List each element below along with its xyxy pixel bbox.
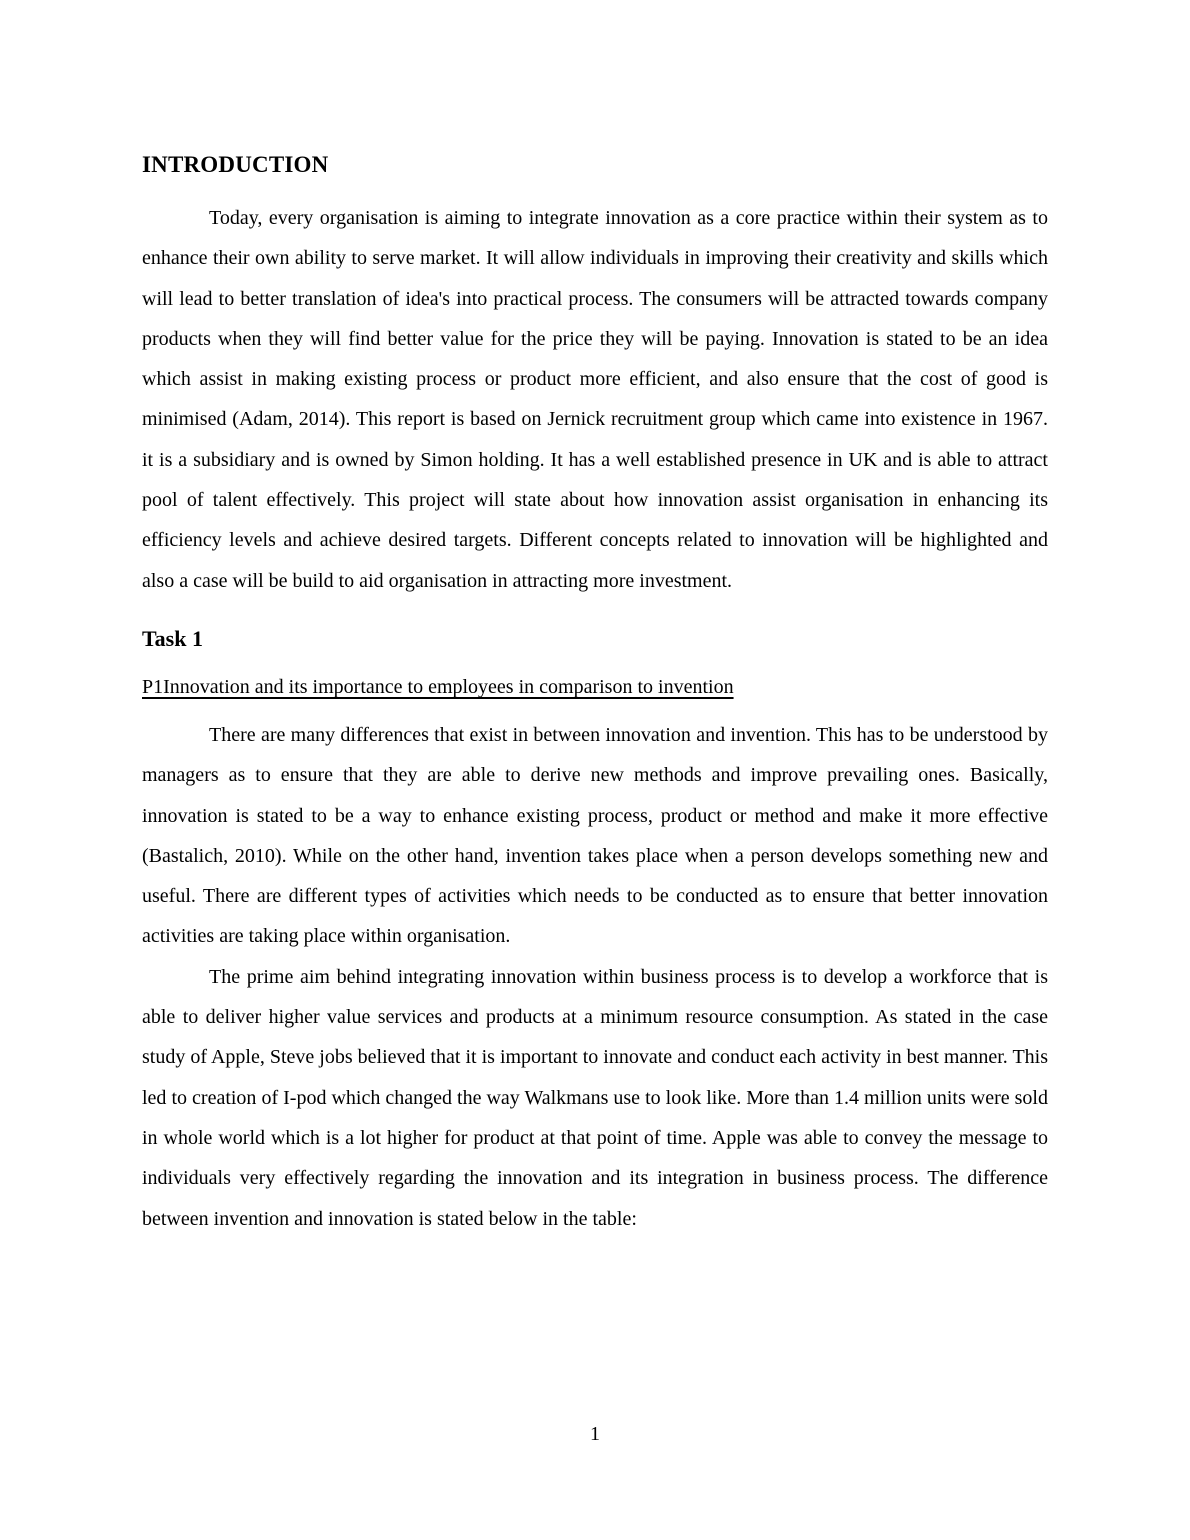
task-1-heading: Task 1 <box>142 625 203 651</box>
p1-subheading: P1Innovation and its importance to employees in comparison to invention <box>142 675 734 698</box>
apple-case-paragraph: The prime aim behind integrating innovation within business process is to develop a workforce that is able to deliver higher value services and products at a minimum resource consumption. As stated in the case study of Apple, Steve jobs believed that it is important to innovate and conduct each activity in best manner. This led to creation of I-pod which changed the way Walkmans use to look like. More than 1.4 million units were sold in whole world which is a lot higher for product at that point of time. Apple was able to convey the message to individuals very effectively regarding the innovation and its integration in business process. The difference between invention and innovation is stated below in the table: <box>142 965 1048 1230</box>
page-number: 1 <box>590 1423 600 1445</box>
introduction-heading: INTRODUCTION <box>142 152 329 177</box>
introduction-paragraph: Today, every organisation is aiming to integrate innovation as a core practice within their system as to enhance their own ability to serve market. It will allow individuals in improving their creativity and skills which will lead to better translation of idea's into practical process. The consumers will be attracted towards company products when they will find better value for the price they will be paying. Innovation is stated to be an idea which assist in making existing process or product more efficient, and also ensure that the cost of good is minimised (Adam, 2014). This report is based on Jernick recruitment group which came into existence in 1967. it is a subsidiary and is owned by Simon holding. It has a well established presence in UK and is able to attract pool of talent effectively. This project will state about how innovation assist organisation in enhancing its efficiency levels and achieve desired targets. Different concepts related to innovation will be highlighted and also a case will be build to aid organisation in attracting more investment. <box>142 207 1048 592</box>
innovation-invention-paragraph: There are many differences that exist in between innovation and invention. This has to be understood by managers as to ensure that they are able to derive new methods and improve prevailing ones. Basically, innovation is stated to be a way to enhance existing process, product or method and make it more effective (Bastalich, 2010). While on the other hand, invention takes place when a person develops something new and useful. There are different types of activities which needs to be conducted as to ensure that better innovation activities are taking place within organisation. <box>142 723 1048 948</box>
